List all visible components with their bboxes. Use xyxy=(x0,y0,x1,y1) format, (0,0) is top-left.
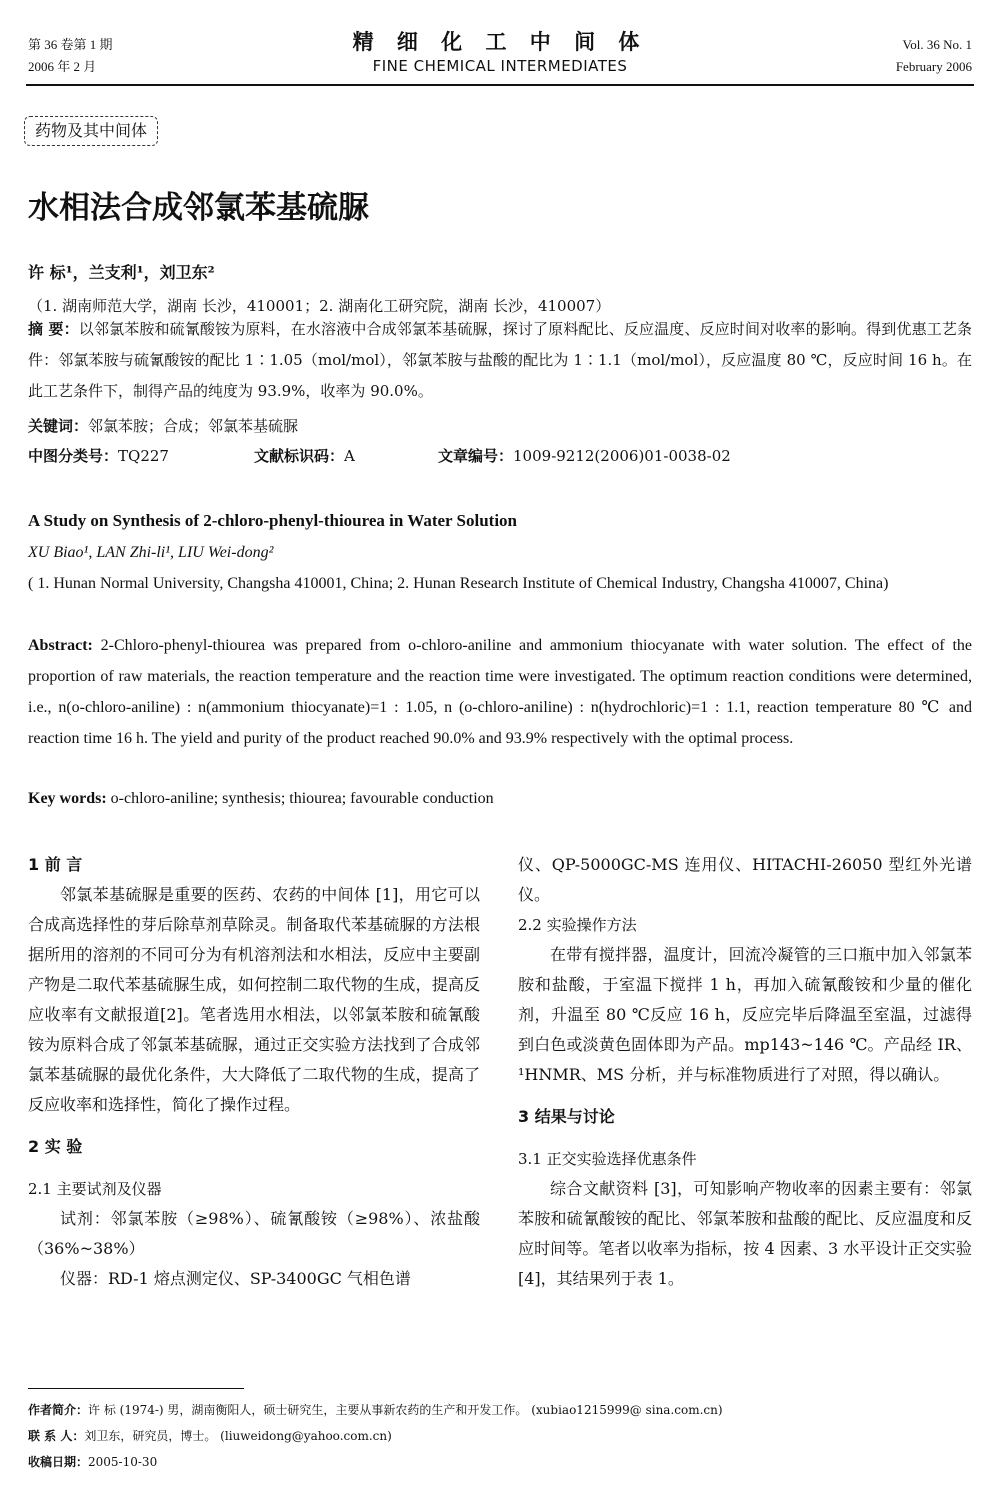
journal-name-cn: 精 细 化 工 中 间 体 xyxy=(352,30,648,54)
id-label: 文章编号： xyxy=(438,447,514,465)
author-note-label: 作者简介： xyxy=(28,1403,89,1417)
abstract-en xyxy=(28,630,972,754)
affiliation-en: ( 1. Hunan Normal University, Changsha 410001, China; 2. Hunan Research Institute of Chemical Industry, Changsha 410007, China) xyxy=(28,575,889,592)
procedure-paragraph: 在带有搅拌器，温度计，回流冷凝管的三口瓶中加入邻氯苯胺和盐酸，于室温下搅拌 1 h，再加入硫氰酸铵和少量的催化剂，升温至 80 ℃反应 16 h，反应完毕后降温至室温，过滤得到白色或淡黄色固体即为产品。mp143~146 ℃。产品经 IR、¹HNMR、MS 分析，并与标准物质进行了对照，得以确认。 xyxy=(518,945,972,1084)
keywords-en-label: Key words: xyxy=(28,790,107,807)
header-divider xyxy=(26,84,974,86)
section-1-paragraph: 邻氯苯基硫脲是重要的医药、农药的中间体 [1]，用它可以合成高选择性的芽后除草剂草除灵。制备取代苯基硫脲的方法根据所用的溶剂的不同可分为有机溶剂法和水相法，反应中主要副产物是二取代苯基硫脲生成，如何控制二取代物的生成，提高反应收率有文献报道[2]。笔者选用水相法，以邻氯苯胺和硫氰酸铵为原料合成了邻氯苯基硫脲，通过正交实验方法找到了合成邻氯苯基硫脲的最优化条件，大大降低了二取代物的生成，提高了反应收率和选择性，简化了操作过程。 xyxy=(28,885,480,1114)
contact-note xyxy=(28,1423,723,1449)
id-value: 1009-9212(2006)01-0038-02 xyxy=(513,447,731,465)
article-id xyxy=(438,442,731,470)
section-2-2-heading: 2.2 实验操作方法 xyxy=(518,916,637,934)
keywords-cn-label: 关键词： xyxy=(28,417,89,435)
doc-label: 文献标识码： xyxy=(254,447,345,465)
section-3-1-heading: 3.1 正交实验选择优惠条件 xyxy=(518,1150,697,1168)
instruments-paragraph: 仪器：RD-1 熔点测定仪、SP-3400GC 气相色谱 xyxy=(60,1269,411,1288)
footnotes xyxy=(28,1397,723,1475)
instruments-continuation: 仪、QP-5000GC-MS 连用仪、HITACHI-26050 型红外光谱仪。 xyxy=(518,855,972,904)
orthogonal-paragraph: 综合文献资料 [3]，可知影响产物收率的因素主要有：邻氯苯胺和硫氰酸铵的配比、邻氯苯胺和盐酸的配比、反应温度和反应时间等。笔者以收率为指标，按 4 因素、3 水平设计正交实验[4]，其结果列于表 1。 xyxy=(518,1179,972,1288)
authors-en: XU Biao¹, LAN Zhi-li¹, LIU Wei-dong² xyxy=(28,544,274,561)
clc-code xyxy=(28,442,254,470)
section-2-1-heading: 2.1 主要试剂及仪器 xyxy=(28,1180,162,1198)
abstract-cn-text: 以邻氯苯胺和硫氰酸铵为原料，在水溶液中合成邻氯苯基硫脲，探讨了原料配比、反应温度、反应时间对收率的影响。得到优惠工艺条件：邻氯苯胺与硫氰酸铵的配比 1∶1.05（mol/mol），邻氯苯胺与盐酸的配比为 1∶1.1（mol/mol），反应温度 80 ℃，反应时间 16 h。在此工艺条件下，制得产品的纯度为 93.9%，收率为 90.0%。 xyxy=(28,320,972,400)
section-3-heading: 3 结果与讨论 xyxy=(518,1107,615,1126)
article-title-cn: 水相法合成邻氯苯基硫脲 xyxy=(28,190,369,226)
authors-cn: 许 标¹，兰支利¹，刘卫东² xyxy=(28,263,215,282)
abstract-en-text: 2-Chloro-phenyl-thiourea was prepared from o-chloro-aniline and ammonium thiocyanate with water solution. The effect of the proportion of raw materials, the reaction temperature and the reaction time were investigated. The optimum reaction conditions were determined, i.e., n(o-chloro-aniline) : n(ammonium thiocyanate)=1 : 1.05, n (o-chloro-aniline) : n(hydrochloric)=1 : 1.1, reaction temperature 80 ℃ and reaction time 16 h. The yield and purity of the product reached 90.0% and 93.9% respectively with the optimal process. xyxy=(28,637,972,747)
section-2-heading: 2 实 验 xyxy=(28,1137,83,1156)
date-cn: 2006 年 2 月 xyxy=(28,59,97,74)
journal-name xyxy=(300,28,700,76)
header-left xyxy=(28,34,113,78)
body-left-column xyxy=(28,850,480,1294)
classification-row xyxy=(28,442,972,470)
clc-value: TQ227 xyxy=(118,447,169,465)
section-tag: 药物及其中间体 xyxy=(24,116,158,146)
abstract-cn-label: 摘 要： xyxy=(28,320,79,338)
clc-label: 中图分类号： xyxy=(28,447,119,465)
document-code xyxy=(254,442,438,470)
body-right-column xyxy=(518,850,972,1294)
journal-name-en: FINE CHEMICAL INTERMEDIATES xyxy=(372,57,628,75)
keywords-en-text: o-chloro-aniline; synthesis; thiourea; favourable conduction xyxy=(110,790,494,807)
abstract-cn xyxy=(28,314,972,407)
reagents-paragraph: 试剂：邻氯苯胺（≥98%）、硫氰酸铵（≥98%）、浓盐酸（36%~38%） xyxy=(28,1209,480,1258)
author-note-text: 许 标 (1974-) 男，湖南衡阳人，硕士研究生，主要从事新农药的生产和开发工作。 (xubiao1215999@ sina.com.cn) xyxy=(88,1403,723,1417)
date-en: February 2006 xyxy=(895,59,972,74)
volume-en: Vol. 36 No. 1 xyxy=(902,37,972,52)
keywords-cn-text: 邻氯苯胺；合成；邻氯苯基硫脲 xyxy=(88,417,299,435)
received-note-label: 收稿日期： xyxy=(28,1455,89,1469)
doc-value: A xyxy=(344,447,355,465)
volume-cn: 第 36 卷第 1 期 xyxy=(28,37,113,52)
keywords-en xyxy=(28,784,494,814)
article-title-en: A Study on Synthesis of 2-chloro-phenyl-thiourea in Water Solution xyxy=(28,511,518,530)
contact-note-text: 刘卫东，研究员，博士。 (liuweidong@yahoo.com.cn) xyxy=(84,1429,392,1443)
header-right xyxy=(896,34,972,78)
affiliation-cn: （1. 湖南师范大学，湖南 长沙，410001；2. 湖南化工研究院，湖南 长沙，410007） xyxy=(28,297,611,315)
footnote-divider xyxy=(28,1388,244,1389)
received-note xyxy=(28,1449,723,1475)
section-1-heading: 1 前 言 xyxy=(28,855,83,874)
received-note-text: 2005-10-30 xyxy=(88,1455,158,1469)
author-note xyxy=(28,1397,723,1423)
abstract-en-label: Abstract: xyxy=(28,637,93,654)
contact-note-label: 联 系 人： xyxy=(28,1429,85,1443)
keywords-cn xyxy=(28,411,972,442)
